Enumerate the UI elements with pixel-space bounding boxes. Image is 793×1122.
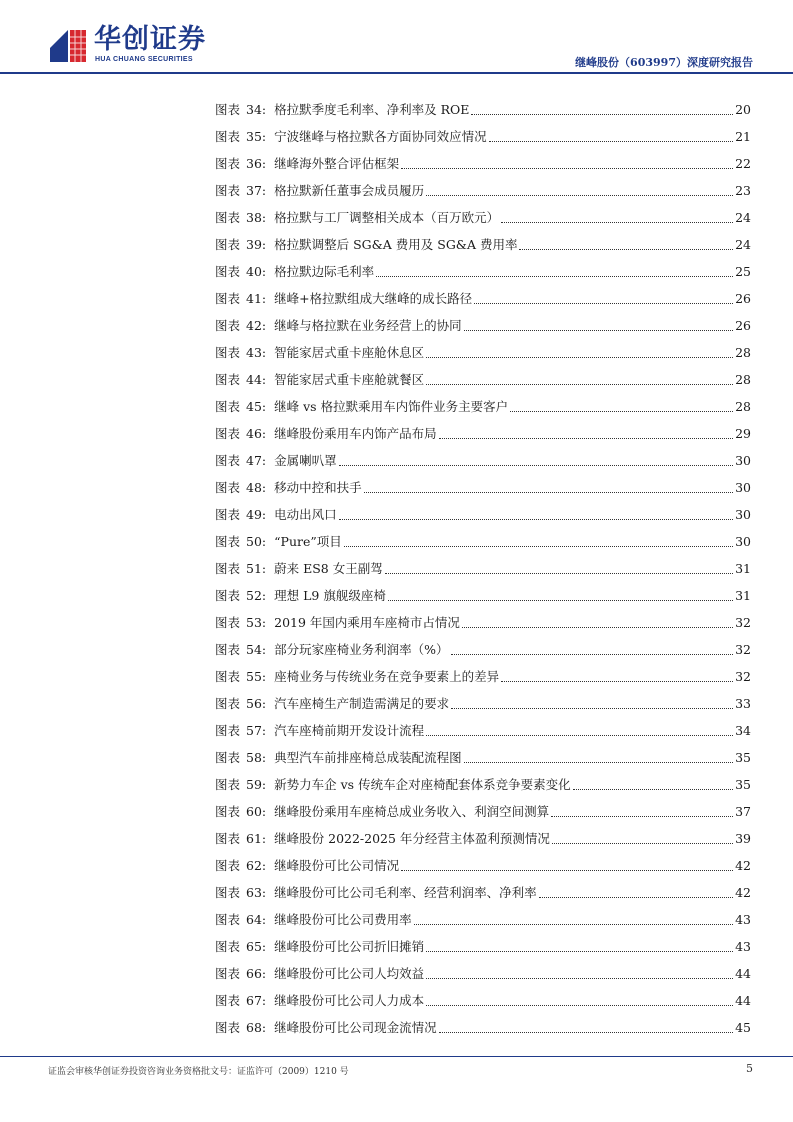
toc-dot-leader: [451, 707, 733, 709]
toc-entry[interactable]: [215, 717, 751, 744]
toc-entry-number: 36:: [246, 156, 267, 171]
toc-dot-leader: [489, 140, 733, 142]
toc-dot-leader: [439, 1031, 733, 1033]
toc-entry-page: 31: [735, 588, 751, 603]
toc-entry-prefix: 图表: [215, 858, 241, 873]
toc-entry-title: 继峰股份可比公司情况: [274, 858, 400, 873]
toc-entry-title: 继峰股份乘用车座椅总成业务收入、利润空间测算: [274, 804, 550, 819]
toc-entry[interactable]: [215, 771, 751, 798]
toc-entry[interactable]: [215, 1014, 751, 1041]
toc-entry-number: 62:: [246, 858, 267, 873]
toc-entry-title: 继峰股份可比公司现金流情况: [274, 1020, 437, 1035]
toc-dot-leader: [426, 194, 733, 196]
toc-dot-leader: [552, 842, 733, 844]
toc-entry[interactable]: [215, 528, 751, 555]
toc-entry-number: 49:: [246, 507, 267, 522]
toc-entry-prefix: 图表: [215, 696, 241, 711]
toc-entry-page: 30: [735, 534, 751, 549]
toc-dot-leader: [519, 248, 733, 250]
figure-list: [215, 96, 751, 1041]
toc-dot-leader: [451, 653, 734, 655]
toc-entry[interactable]: [215, 636, 751, 663]
toc-entry[interactable]: [215, 906, 751, 933]
toc-entry-number: 61:: [246, 831, 267, 846]
footer-divider: [0, 1056, 793, 1057]
toc-entry-number: 67:: [246, 993, 267, 1008]
toc-entry-title: 继峰股份可比公司人力成本: [274, 993, 425, 1008]
toc-dot-leader: [439, 437, 733, 439]
toc-entry-prefix: 图表: [215, 480, 241, 495]
toc-entry-prefix: 图表: [215, 588, 241, 603]
toc-entry-number: 37:: [246, 183, 267, 198]
toc-entry-title: 继峰股份 2022-2025 年分经营主体盈利预测情况: [274, 831, 550, 846]
toc-entry-number: 59:: [246, 777, 267, 792]
toc-entry[interactable]: [215, 447, 751, 474]
toc-entry-page: 30: [735, 453, 751, 468]
toc-entry-title: 格拉默季度毛利率、净利率及 ROE: [274, 102, 470, 117]
toc-entry-page: 44: [735, 966, 751, 981]
toc-dot-leader: [401, 167, 733, 169]
toc-entry-page: 20: [735, 102, 751, 117]
toc-entry-title: 金属喇叭罩: [274, 453, 337, 468]
toc-entry[interactable]: [215, 501, 751, 528]
toc-dot-leader: [426, 950, 733, 952]
toc-dot-leader: [339, 518, 733, 520]
toc-entry-prefix: 图表: [215, 669, 241, 684]
toc-entry-page: 32: [735, 642, 751, 657]
toc-entry-page: 30: [735, 480, 751, 495]
toc-entry-prefix: 图表: [215, 426, 241, 441]
toc-dot-leader: [376, 275, 733, 277]
toc-dot-leader: [401, 869, 733, 871]
toc-entry-title: 智能家居式重卡座舱休息区: [274, 345, 425, 360]
toc-entry-title: 宁波继峰与格拉默各方面协同效应情况: [274, 129, 487, 144]
toc-entry-title: 继峰股份可比公司折旧摊销: [274, 939, 425, 954]
toc-entry-prefix: 图表: [215, 345, 241, 360]
toc-entry[interactable]: [215, 879, 751, 906]
toc-entry-number: 53:: [246, 615, 267, 630]
toc-entry-page: 43: [735, 939, 751, 954]
toc-entry-number: 56:: [246, 696, 267, 711]
toc-entry[interactable]: [215, 663, 751, 690]
toc-entry-number: 45:: [246, 399, 267, 414]
toc-entry[interactable]: [215, 609, 751, 636]
toc-dot-leader: [364, 491, 733, 493]
toc-entry-number: 38:: [246, 210, 267, 225]
toc-entry-prefix: 图表: [215, 966, 241, 981]
header-divider: [0, 72, 793, 74]
toc-entry[interactable]: [215, 987, 751, 1014]
toc-entry-prefix: 图表: [215, 534, 241, 549]
toc-entry-page: 35: [735, 777, 751, 792]
toc-entry-title: “Pure”项目: [274, 534, 342, 549]
toc-entry-prefix: 图表: [215, 291, 241, 306]
toc-entry-page: 43: [735, 912, 751, 927]
toc-entry-page: 22: [735, 156, 751, 171]
toc-entry-prefix: 图表: [215, 372, 241, 387]
toc-entry-prefix: 图表: [215, 912, 241, 927]
toc-entry[interactable]: [215, 312, 751, 339]
toc-entry-prefix: 图表: [215, 399, 241, 414]
toc-entry-prefix: 图表: [215, 750, 241, 765]
toc-entry-prefix: 图表: [215, 642, 241, 657]
toc-entry[interactable]: [215, 474, 751, 501]
toc-dot-leader: [573, 788, 734, 790]
toc-entry-number: 40:: [246, 264, 267, 279]
toc-entry-title: 继峰股份乘用车内饰产品布局: [274, 426, 437, 441]
toc-dot-leader: [344, 545, 733, 547]
toc-entry-page: 45: [735, 1020, 751, 1035]
toc-entry[interactable]: [215, 366, 751, 393]
toc-entry-page: 30: [735, 507, 751, 522]
toc-entry-number: 52:: [246, 588, 267, 603]
toc-entry[interactable]: [215, 960, 751, 987]
toc-dot-leader: [385, 572, 733, 574]
toc-entry-number: 64:: [246, 912, 267, 927]
toc-entry-prefix: 图表: [215, 210, 241, 225]
toc-dot-leader: [426, 383, 733, 385]
toc-entry-number: 35:: [246, 129, 267, 144]
toc-entry-title: 继峰海外整合评估框架: [274, 156, 400, 171]
toc-entry-title: 汽车座椅生产制造需满足的要求: [274, 696, 450, 711]
toc-entry-prefix: 图表: [215, 723, 241, 738]
toc-entry-number: 43:: [246, 345, 267, 360]
toc-entry-title: 电动出风口: [274, 507, 337, 522]
toc-entry[interactable]: [215, 690, 751, 717]
toc-entry-number: 60:: [246, 804, 267, 819]
toc-entry-title: 格拉默调整后 SG&A 费用及 SG&A 费用率: [274, 237, 518, 252]
toc-entry-number: 50:: [246, 534, 267, 549]
toc-entry-title: 2019 年国内乘用车座椅市占情况: [274, 615, 460, 630]
toc-entry[interactable]: [215, 177, 751, 204]
toc-entry-page: 34: [735, 723, 751, 738]
toc-entry[interactable]: [215, 933, 751, 960]
toc-entry-number: 66:: [246, 966, 267, 981]
toc-entry-page: 29: [735, 426, 751, 441]
toc-dot-leader: [414, 923, 733, 925]
toc-entry-prefix: 图表: [215, 885, 241, 900]
toc-entry-prefix: 图表: [215, 804, 241, 819]
toc-entry-title: 继峰 vs 格拉默乘用车内饰件业务主要客户: [274, 399, 509, 414]
toc-entry[interactable]: [215, 285, 751, 312]
toc-dot-leader: [426, 356, 733, 358]
toc-entry-page: 33: [735, 696, 751, 711]
toc-dot-leader: [510, 410, 733, 412]
toc-entry-prefix: 图表: [215, 561, 241, 576]
logo-text-en: HUA CHUANG SECURITIES: [95, 56, 193, 63]
toc-entry-number: 39:: [246, 237, 267, 252]
toc-entry-page: 39: [735, 831, 751, 846]
toc-entry-prefix: 图表: [215, 939, 241, 954]
toc-entry-number: 58:: [246, 750, 267, 765]
toc-entry-title: 典型汽车前排座椅总成装配流程图: [274, 750, 462, 765]
toc-entry-page: 32: [735, 615, 751, 630]
toc-entry[interactable]: [215, 96, 751, 123]
toc-dot-leader: [462, 626, 733, 628]
toc-entry[interactable]: [215, 393, 751, 420]
toc-entry-title: 继峰+格拉默组成大继峰的成长路径: [274, 291, 473, 306]
toc-entry-page: 35: [735, 750, 751, 765]
toc-entry-title: 蔚来 ES8 女王副驾: [274, 561, 383, 576]
toc-entry-number: 57:: [246, 723, 267, 738]
toc-entry-prefix: 图表: [215, 831, 241, 846]
toc-entry-prefix: 图表: [215, 453, 241, 468]
toc-entry-title: 智能家居式重卡座舱就餐区: [274, 372, 425, 387]
toc-entry[interactable]: [215, 204, 751, 231]
toc-entry-page: 26: [735, 291, 751, 306]
toc-entry-title: 继峰股份可比公司费用率: [274, 912, 412, 927]
toc-dot-leader: [551, 815, 733, 817]
page-number: 5: [746, 1062, 753, 1075]
toc-entry[interactable]: [215, 231, 751, 258]
toc-entry-title: 理想 L9 旗舰级座椅: [274, 588, 386, 603]
toc-dot-leader: [339, 464, 733, 466]
toc-entry-number: 41:: [246, 291, 267, 306]
toc-entry-page: 23: [735, 183, 751, 198]
report-title: 继峰股份（603997）深度研究报告: [575, 56, 753, 69]
hua-chuang-logo-icon: [48, 28, 88, 64]
footer-license: 证监会审核华创证券投资咨询业务资格批文号：证监许可（2009）1210 号: [48, 1067, 349, 1077]
toc-dot-leader: [474, 302, 733, 304]
toc-entry-prefix: 图表: [215, 318, 241, 333]
toc-entry-title: 移动中控和扶手: [274, 480, 362, 495]
toc-entry-prefix: 图表: [215, 156, 241, 171]
toc-entry-prefix: 图表: [215, 993, 241, 1008]
toc-entry-number: 48:: [246, 480, 267, 495]
toc-entry[interactable]: [215, 555, 751, 582]
toc-entry-number: 42:: [246, 318, 267, 333]
toc-entry-page: 32: [735, 669, 751, 684]
toc-entry-number: 46:: [246, 426, 267, 441]
toc-entry-page: 21: [735, 129, 751, 144]
toc-dot-leader: [388, 599, 733, 601]
toc-entry-page: 44: [735, 993, 751, 1008]
toc-entry-page: 25: [735, 264, 751, 279]
toc-entry-number: 68:: [246, 1020, 267, 1035]
toc-entry[interactable]: [215, 258, 751, 285]
toc-entry-title: 新势力车企 vs 传统车企对座椅配套体系竞争要素变化: [274, 777, 571, 792]
toc-entry-title: 汽车座椅前期开发设计流程: [274, 723, 425, 738]
toc-dot-leader: [501, 221, 733, 223]
toc-entry-page: 26: [735, 318, 751, 333]
toc-entry-number: 44:: [246, 372, 267, 387]
toc-entry-page: 28: [735, 345, 751, 360]
toc-entry-title: 部分玩家座椅业务利润率（%）: [274, 642, 449, 657]
toc-entry-number: 51:: [246, 561, 267, 576]
toc-entry-prefix: 图表: [215, 102, 241, 117]
toc-dot-leader: [464, 761, 733, 763]
toc-entry-title: 继峰股份可比公司人均效益: [274, 966, 425, 981]
toc-entry-number: 55:: [246, 669, 267, 684]
toc-entry-number: 54:: [246, 642, 267, 657]
toc-entry-prefix: 图表: [215, 507, 241, 522]
toc-dot-leader: [464, 329, 733, 331]
toc-entry-page: 42: [735, 858, 751, 873]
toc-entry-number: 65:: [246, 939, 267, 954]
toc-dot-leader: [426, 977, 733, 979]
page-header: [0, 0, 793, 80]
toc-entry[interactable]: [215, 582, 751, 609]
toc-entry-page: 28: [735, 399, 751, 414]
toc-entry-prefix: 图表: [215, 183, 241, 198]
toc-entry-title: 继峰与格拉默在业务经营上的协同: [274, 318, 462, 333]
toc-entry-prefix: 图表: [215, 264, 241, 279]
toc-dot-leader: [426, 1004, 733, 1006]
toc-entry[interactable]: [215, 798, 751, 825]
toc-entry[interactable]: [215, 825, 751, 852]
toc-entry-number: 47:: [246, 453, 267, 468]
toc-entry-title: 继峰股份可比公司毛利率、经营利润率、净利率: [274, 885, 537, 900]
logo-text-cn: 华创证券: [94, 24, 206, 55]
toc-dot-leader: [501, 680, 733, 682]
toc-dot-leader: [471, 113, 733, 115]
toc-entry-page: 37: [735, 804, 751, 819]
toc-entry[interactable]: [215, 420, 751, 447]
toc-entry-number: 63:: [246, 885, 267, 900]
toc-entry[interactable]: [215, 150, 751, 177]
toc-dot-leader: [426, 734, 733, 736]
toc-entry-prefix: 图表: [215, 1020, 241, 1035]
toc-entry-prefix: 图表: [215, 129, 241, 144]
toc-entry[interactable]: [215, 339, 751, 366]
toc-entry[interactable]: [215, 852, 751, 879]
toc-entry-page: 31: [735, 561, 751, 576]
toc-entry-prefix: 图表: [215, 777, 241, 792]
toc-entry-page: 24: [735, 237, 751, 252]
toc-entry-title: 格拉默与工厂调整相关成本（百万欧元）: [274, 210, 500, 225]
toc-entry-title: 格拉默新任董事会成员履历: [274, 183, 425, 198]
toc-entry-page: 42: [735, 885, 751, 900]
toc-entry[interactable]: [215, 744, 751, 771]
toc-entry-prefix: 图表: [215, 237, 241, 252]
toc-entry-prefix: 图表: [215, 615, 241, 630]
toc-entry-page: 24: [735, 210, 751, 225]
toc-entry-title: 座椅业务与传统业务在竞争要素上的差异: [274, 669, 500, 684]
toc-dot-leader: [539, 896, 733, 898]
toc-entry[interactable]: [215, 123, 751, 150]
toc-entry-number: 34:: [246, 102, 267, 117]
toc-entry-page: 28: [735, 372, 751, 387]
toc-entry-title: 格拉默边际毛利率: [274, 264, 375, 279]
